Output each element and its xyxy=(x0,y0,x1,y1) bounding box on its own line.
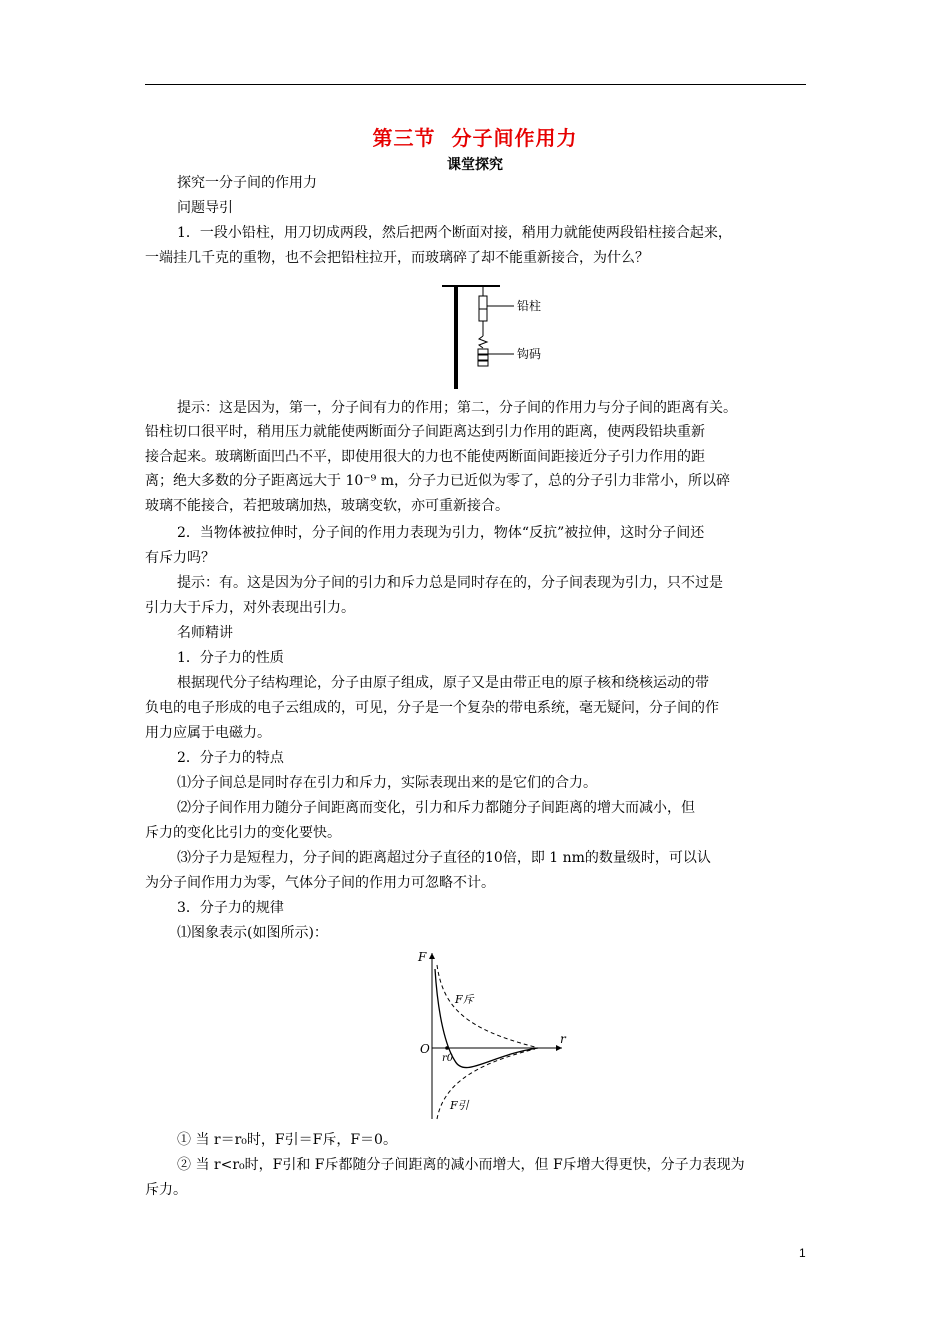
lead-cylinder-figure xyxy=(436,276,556,390)
molecular-force-graph xyxy=(410,947,570,1123)
header-rule xyxy=(145,84,806,85)
paragraph-line: 提示：有。这是因为分子间的引力和斥力总是同时存在的，分子间表现为引力，只不过是 xyxy=(177,575,723,591)
paragraph-line: 斥力的变化比引力的变化要快。 xyxy=(145,825,341,841)
paragraph-line: ② 当 r<r₀时，F引和 F斥都随分子间距离的减小而增大，但 F斥增大得更快，分子力表现为 xyxy=(177,1157,745,1173)
r0-label: r0 xyxy=(442,1053,454,1064)
origin-label: O xyxy=(420,1042,430,1056)
paragraph-line: 玻璃不能接合，若把玻璃加热，玻璃变软，亦可重新接合。 xyxy=(145,498,509,514)
paragraph-line: 为分子间作用力为零，气体分子间的作用力可忽略不计。 xyxy=(145,875,495,891)
paragraph-line: 引力大于斥力，对外表现出引力。 xyxy=(145,600,355,616)
paragraph-line: 提示：这是因为，第一，分子间有力的作用；第二，分子间的作用力与分子间的距离有关。 xyxy=(177,400,737,416)
paragraph-line: 根据现代分子结构理论，分子由原子组成，原子又是由带正电的原子核和绕核运动的带 xyxy=(177,675,709,691)
heading-nature: 1．分子力的性质 xyxy=(177,650,284,666)
r0-point xyxy=(445,1046,449,1050)
paragraph-line: 铅柱切口很平时，稍用压力就能使两断面分子间距离达到引力作用的距离，使两段铅块重新 xyxy=(145,424,705,440)
paragraph-line: 斥力。 xyxy=(145,1182,187,1198)
paragraph-line: ⑵分子间作用力随分子间距离而变化，引力和斥力都随分子间距离的增大而减小，但 xyxy=(177,800,695,816)
paragraph-line: 一端挂几千克的重物，也不会把铅柱拉开，而玻璃碎了却不能重新接合，为什么？ xyxy=(145,250,649,266)
heading-explore-1: 探究一分子间的作用力 xyxy=(177,175,317,191)
paragraph-line: ⑶分子力是短程力，分子间的距离超过分子直径的10倍，即 1 nm的数量级时，可以认 xyxy=(177,850,711,866)
page-number: 1 xyxy=(799,1246,806,1260)
paragraph-line: 离；绝大多数的分子距离远大于 10⁻⁹ m，分子力已近似为零了，总的分子引力非常小，所以碎 xyxy=(145,473,730,489)
paragraph-line: 接合起来。玻璃断面凹凸不平，即使用很大的力也不能使两断面间距接近分子引力作用的距 xyxy=(145,449,705,465)
paragraph-line: ⑴分子间总是同时存在引力和斥力，实际表现出来的是它们的合力。 xyxy=(177,775,597,791)
paragraph-line: 有斥力吗？ xyxy=(145,550,215,566)
weight-label: 钩码 xyxy=(517,347,542,361)
y-axis-label: F xyxy=(418,950,427,964)
section-subtitle: 课堂探究 xyxy=(447,157,503,173)
x-axis-label: r xyxy=(560,1032,566,1046)
paragraph-line: 1．一段小铅柱，用刀切成两段，然后把两个断面对接，稍用力就能使两段铅柱接合起来， xyxy=(177,225,732,241)
lead-label: 铅柱 xyxy=(517,299,542,313)
heading-law: 3．分子力的规律 xyxy=(177,900,284,916)
paragraph-line: 用力应属于电磁力。 xyxy=(145,725,271,741)
heading-guide: 问题导引 xyxy=(177,200,233,216)
heading-lecture: 名师精讲 xyxy=(177,625,233,641)
repulsive-force-curve xyxy=(437,965,535,1047)
heading-features: 2．分子力的特点 xyxy=(177,750,284,766)
paragraph-line: 负电的电子形成的电子云组成的，可见，分子是一个复杂的带电系统，毫无疑问，分子间的作 xyxy=(145,700,719,716)
paragraph-line: ① 当 r＝r₀时，F引＝F斥，F＝0。 xyxy=(177,1132,397,1148)
attractive-label: F引 xyxy=(450,1099,469,1112)
paragraph-line: ⑴图象表示(如图所示)： xyxy=(177,925,328,941)
repulsive-label: F斥 xyxy=(455,993,474,1006)
page-title: 第三节 分子间作用力 xyxy=(372,126,578,150)
paragraph-line: 2．当物体被拉伸时，分子间的作用力表现为引力，物体“反抗”被拉伸，这时分子间还 xyxy=(177,525,705,541)
